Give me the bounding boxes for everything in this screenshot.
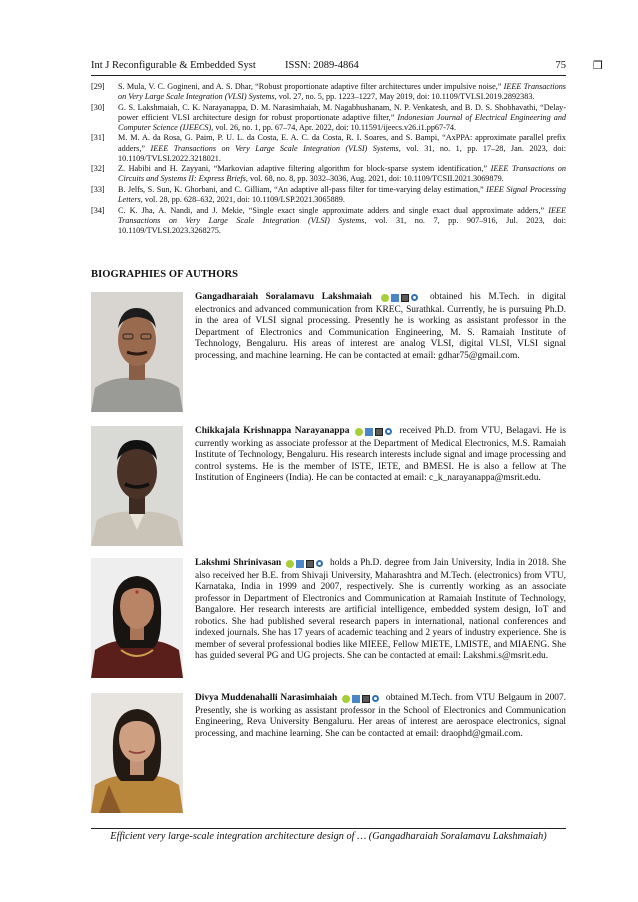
page-number: 75 <box>555 60 566 71</box>
scopus-icon[interactable] <box>362 695 370 703</box>
author-photo <box>91 693 183 813</box>
reference-item: [33] B. Jelfs, S. Sun, K. Ghorbani, and C. Gilliam, “An adaptive all-pass filter for time-varying delay estimation,” IEEE Signal Processing Letters, vol. 28, pp. 628–632, 2021, doi: 10.1109/LSP.2021.3065889. <box>91 184 566 205</box>
google-scholar-icon[interactable] <box>391 294 399 302</box>
header-rule <box>91 75 566 76</box>
author-name: Gangadharaiah Soralamavu Lakshmaiah <box>195 292 372 302</box>
google-scholar-icon[interactable] <box>296 560 304 568</box>
scopus-icon[interactable] <box>375 428 383 436</box>
author-name: Divya Muddenahalli Narasimhaiah <box>195 693 338 703</box>
scopus-icon[interactable] <box>401 294 409 302</box>
reference-item: [34] C. K. Jha, A. Nandi, and J. Mekie, “Single exact single approximate adders and single exact dual approximate adders,” IEEE Transactions on Very Large Scale Integration (VLSI) Systems, vol. 31, no. 7, pp. 907–916, Jul. 2023, doi: 10.1109/TVLSI.2023.3268275. <box>91 205 566 235</box>
publons-icon[interactable] <box>316 560 323 567</box>
footer-rule <box>91 828 566 829</box>
publons-icon[interactable] <box>372 695 379 702</box>
google-scholar-icon[interactable] <box>352 695 360 703</box>
publons-icon[interactable] <box>385 428 392 435</box>
author-bio-text: obtained M.Tech. from VTU Belgaum in 2007. Presently, she is working as assistant professor in the School of Electronics and Communication Engineering, Reva University Bengaluru. Her areas of interest are aerospace electronics, signal processing, and machine learning. She can be contacted at email: draophd@gmail.com. <box>195 693 566 739</box>
author-bio-text: holds a Ph.D. degree from Jain University, India in 2018. She also received her B.E. from Shivaji University, Maharashtra and M.Tech. (electronics) from VTU, Karnataka, India in 1999 and 2007, respectively. She is currently working as an associate professor in Department of Electronics and Communication at Ramaiah Institute of Technology, Bangalore. Her research interests are artificial intelligence, embedded system design, IoT and robotics. She had published several research papers in international, national conferences and indexed journals. She has 17 years of academic teaching and 2 years of industry experience. She is member of several professional bodies like MIEEE, Fellow MIETE, LMISTE, and MIAENG. She has guided several PG and UG projects. She can be contacted at email: Lakshmi.s@msrit.edu. <box>195 558 566 661</box>
orcid-icon[interactable] <box>381 294 389 302</box>
author-name: Lakshmi Shrinivasan <box>195 558 282 568</box>
orcid-icon[interactable] <box>286 560 294 568</box>
author-photo <box>91 558 183 678</box>
section-heading: BIOGRAPHIES OF AUTHORS <box>91 269 239 280</box>
reference-item: [31] M. M. A. da Rosa, G. Paim, P. U. L. da Costa, E. A. C. da Costa, R. I. Soares, and S. Bampi, “AxPPA: approximate parallel prefix adders,” IEEE Transactions on Very Large Scale Integration (VLSI) Systems, vol. 31, no. 1, pp. 17–28, Jan. 2023, doi: 10.1109/TVLSI.2022.3218021. <box>91 133 566 163</box>
publons-icon[interactable] <box>411 294 418 301</box>
author-name: Chikkajala Krishnappa Narayanappa <box>195 426 350 436</box>
journal-title: Int J Reconfigurable & Embedded Syst <box>91 60 256 71</box>
author-photo <box>91 292 183 412</box>
orcid-icon[interactable] <box>342 695 350 703</box>
author-bio-text: received Ph.D. from VTU, Belagavi. He is currently working as associate professor at the Department of Medical Electronics, M.S. Ramaiah Institute of Technology, Bengaluru. His research interests include signal and image processing and control systems. He is the member of ISTE, IETE, and BMESI. He is also a fellow at The Institution of Engineers (India). He can be contacted at email: c_k_narayanappa@msrit.edu. <box>195 426 567 483</box>
issn: ISSN: 2089-4864 <box>285 60 359 71</box>
reference-item: [29] S. Mula, V. C. Gogineni, and A. S. Dhar, “Robust proportionate adaptive filter architectures under impulsive noise,” IEEE Transactions on Very Large Scale Integration (VLSI) Systems, vol. 27, no. 5, pp. 1223–1227, May 2019, doi: 10.1109/TVLSI.2019.2892383. <box>91 82 566 102</box>
running-footer: Efficient very large-scale integration architecture design of … (Gangadharaiah Soralamavu Lakshmaiah) <box>110 831 547 842</box>
orcid-icon[interactable] <box>355 428 363 436</box>
author-bio-text: obtained his M.Tech. in digital electronics and advanced communication from KREC, Surathkal. Currently, he is pursuing Ph.D. in the area of VLSI signal processing. Presently he is working as assistant professor in the Department of Electronics and Communication Engineering, M. S. Ramaiah Institute of Technology, Bengaluru. His areas of interest are analog VLSI, digital VLSI, VLSI signal processing, and machine learning. He can be contacted at email: gdhar75@gmail.com. <box>195 292 567 361</box>
author-photo <box>91 426 183 546</box>
scopus-icon[interactable] <box>306 560 314 568</box>
reference-item: [32] Z. Habibi and H. Zayyani, “Markovian adaptive filtering algorithm for block-sparse system identification,” IEEE Transactions on Circuits and Systems II: Express Briefs, vol. 68, no. 8, pp. 3032–3036, Aug. 2021, doi: 10.1109/TCSII.2021.3069879. <box>91 164 566 184</box>
reference-item: [30] G. S. Lakshmaiah, C. K. Narayanappa, D. M. Narasimhaiah, M. Nagabhushanam, N. P. Venkatesh, and B. D. S. Shobhavathi, “Delay-power efficient VLSI architecture design for robust proportionate adaptive filter,” Indonesian Journal of Electrical Engineering and Computer Science (IJEECS), vol. 26, no. 1, pp. 67–74, Apr. 2022, doi: 10.11591/ijeecs.v26.i1.pp67-74. <box>91 102 567 132</box>
google-scholar-icon[interactable] <box>365 428 373 436</box>
reference-list <box>91 82 566 236</box>
checkbox-square-icon: ❒ <box>593 59 603 72</box>
running-header <box>91 58 603 76</box>
